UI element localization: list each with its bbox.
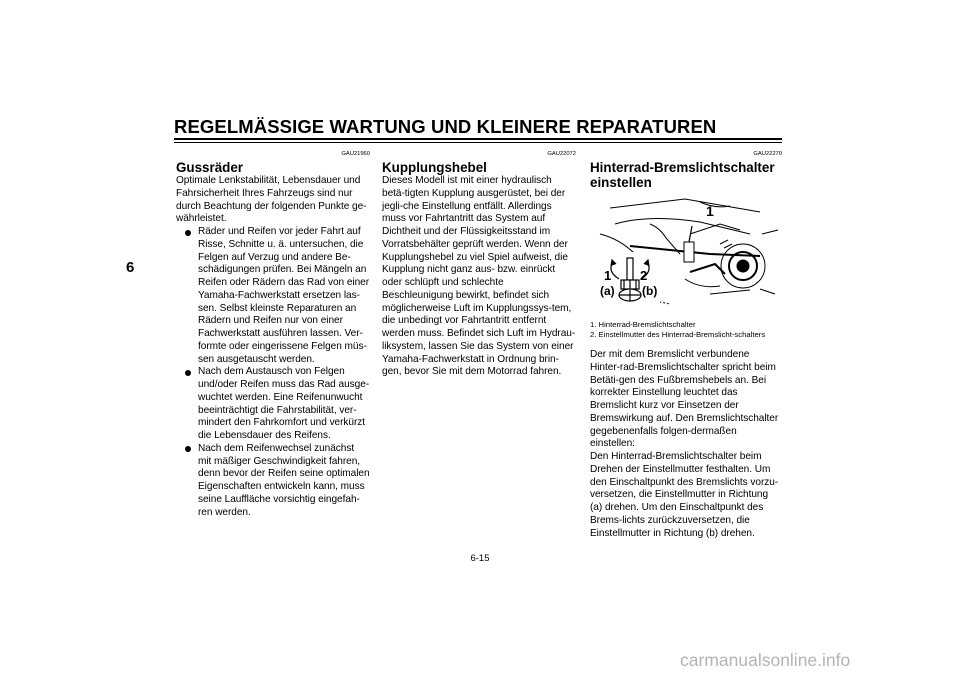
bullet-icon: [185, 230, 191, 236]
bullet-item: Räder und Reifen vor jeder Fahrt auf Risse, Schnitte u. ä. untersuchen, die Felgen auf Verzug und andere Be-schädigungen prüfen. Bei Mängeln an Reifen oder Rädern das Rad von einer Yamaha-Fachwerkstatt ersetzen las-sen. Selbst kleinste Reparaturen an Rädern und Reifen nur von einer Fachwerkstatt ausführen lassen. Ver-formte oder eingerissene Felgen müs-sen ausgetauscht werden.: [198, 226, 370, 366]
figure-caption: 1. Hinterrad-Bremslichtschalter: [590, 320, 696, 329]
page-number: 6-15: [470, 553, 490, 564]
section-text: Der mit dem Bremslicht verbundene Hinter-rad-Bremslichtschalter spricht beim Betäti-gen des Fußbremshebels an. Bei korrekter Einstellung leuchtet das Bremslicht kurz vor Einsetzen der Bremswirkung auf. Den Bremslichtschalter gegebenenfalls folgen-dermaßen einstellen:: [590, 349, 779, 450]
figure-label-1: 1: [706, 203, 714, 219]
section-title: Gussräder: [176, 160, 243, 175]
section-code: GAU22270: [753, 151, 782, 157]
bullet-list: [176, 226, 370, 519]
section-gussraeder: [176, 150, 370, 519]
figure-label-a: (a): [600, 284, 615, 298]
bullet-icon: [185, 446, 191, 452]
bullet-item: Nach dem Austausch von Felgen und/oder Reifen muss das Rad ausge-wuchtet werden. Eine Reifenunwucht beeinträchtigt die Fahrstabilität, ver-mindert den Fahrkomfort und verkürzt die Lebensdauer des Reifens.: [198, 366, 370, 443]
figure-captions: [590, 320, 782, 339]
section-bremslichtschalter: [590, 150, 782, 540]
page-title: REGELMÄSSIGE WARTUNG UND KLEINERE REPARATUREN: [174, 116, 717, 137]
section-title: Hinterrad-Bremslichtschalter einstellen: [590, 160, 775, 190]
section-code: GAU21960: [341, 151, 370, 157]
header-rule-thin: [174, 142, 782, 143]
motorcycle-rear-brake-drawing: [590, 194, 780, 314]
bullet-item: Nach dem Reifenwechsel zunächst mit mäßiger Geschwindigkeit fahren, denn bevor der Reifen seine optimalen Eigenschaften entwickeln kann, muss seine Lauffläche vorsichtig eingefah-ren werden.: [198, 443, 370, 520]
section-code: GAU22072: [547, 151, 576, 157]
section-text: Dieses Modell ist mit einer hydraulisch betä-tigten Kupplung ausgerüstet, bei der jegli-che Einstellung entfällt. Allerdings muss vor Fahrtantritt das System auf Dichtheit und der Flüssigkeitsstand im Vorratsbehälter geprüft werden. Wenn der Kupplungshebel zu viel Spiel aufweist, die Kupplung nicht ganz aus- bzw. einrückt oder schlüpft und schlechte Beschleunigung bewirkt, befindet sich möglicherweise Luft im Kupplungssys-tem, die unbedingt vor Fahrtantritt entfernt werden muss. Befindet sich Luft im Hydrau-liksystem, lassen Sie das System von einer Yamaha-Fachwerkstatt in Ordnung brin-gen, bevor Sie mit dem Motorrad fahren.: [382, 175, 576, 378]
figure-label-b: (b): [642, 284, 658, 298]
figure-label-inset-2: 2: [640, 268, 648, 283]
section-title: Kupplungshebel: [382, 160, 487, 175]
section-kupplungshebel: [382, 150, 576, 379]
chapter-tab: 6: [126, 259, 135, 276]
bullet-icon: [185, 370, 191, 376]
watermark: carmanualsonline.info: [680, 650, 851, 670]
brake-switch-illustration: [590, 194, 780, 314]
figure-caption: 2. Einstellmutter des Hinterrad-Bremslicht-schalters: [590, 329, 766, 339]
header-rule-thick: [174, 138, 782, 140]
section-text-2: Den Hinterrad-Bremslichtschalter beim Drehen der Einstellmutter festhalten. Um den Einschaltpunkt des Bremslichts vorzu-versetzen, die Einstellmutter in Richtung (a) drehen. Um den Einschaltpunkt des Brems-lichts zurückzuversetzen, die Einstellmutter in Richtung (b) drehen.: [590, 451, 779, 539]
figure-label-inset-1: 1: [604, 268, 612, 283]
section-intro: Optimale Lenkstabilität, Lebensdauer und Fahrsicherheit Ihres Fahrzeugs sind nur durch Beachtung der folgenden Punkte ge-währleistet.: [176, 175, 367, 225]
